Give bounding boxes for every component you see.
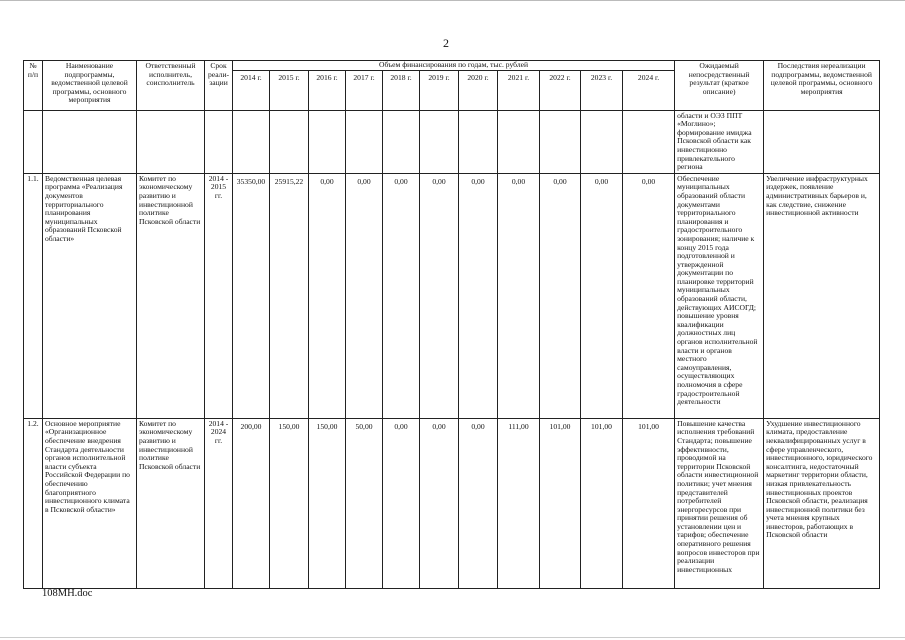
row-value: 0,00 <box>498 173 540 418</box>
row-value: 0,00 <box>420 173 459 418</box>
row-term: 2014 - 2015 гг. <box>205 173 233 418</box>
row-value: 0,00 <box>581 173 623 418</box>
row-value: 0,00 <box>623 173 675 418</box>
page-bottom-edge <box>0 637 905 638</box>
row-expected: Повышение качества исполнения требований Стандарта; повышение эффективности, проводимой на территории Псковской области инвестиционной политики; учет мнения представителей потребителей энергоресурсов при принятии решения об установлении цен и тарифов; обеспечение оперативного решения вопросов инвесторов при реализации инвестиционных <box>675 418 764 588</box>
row-number: 1.2. <box>24 418 43 588</box>
continuation-row <box>24 110 880 173</box>
program-table <box>23 60 880 589</box>
row-value: 0,00 <box>459 418 498 588</box>
row-value: 0,00 <box>420 418 459 588</box>
header-funding: Объем финансирования по годам, тыс. рублей <box>233 61 675 71</box>
row-value: 0,00 <box>383 418 420 588</box>
year-header: 2021 г. <box>498 70 540 110</box>
header-expected: Ожидаемый непосредственный результат (краткое описание) <box>675 61 764 111</box>
row-responsible: Комитет по экономическому развитию и инвестиционной политике Псковской области <box>137 173 205 418</box>
header-num: № п/п <box>24 61 43 111</box>
row-value: 101,00 <box>623 418 675 588</box>
row-term: 2014 - 2024 гг. <box>205 418 233 588</box>
row-value: 101,00 <box>540 418 581 588</box>
row-value: 111,00 <box>498 418 540 588</box>
year-header: 2014 г. <box>233 70 270 110</box>
year-header: 2019 г. <box>420 70 459 110</box>
row-value: 101,00 <box>581 418 623 588</box>
row-value: 0,00 <box>346 173 383 418</box>
row-expected: Обеспечение муниципальных образований области документами территориального планирования и градостроительного зонирования; наличие к концу 2015 года подготовленной и утвержденной документации по планировке территорий муниципальных образований области, действующих АИСОГД; повышение уровня квалификации должностных лиц органов исполнительной власти и органов местного самоуправления, осуществляющих полномочия в сфере градостроительной деятельности <box>675 173 764 418</box>
year-header: 2022 г. <box>540 70 581 110</box>
year-header: 2020 г. <box>459 70 498 110</box>
table-row <box>24 173 880 418</box>
row-value: 150,00 <box>309 418 346 588</box>
row-value: 0,00 <box>540 173 581 418</box>
year-header: 2017 г. <box>346 70 383 110</box>
row-name: Основное мероприятие «Организационное обеспечение внедрения Стандарта деятельности органов исполнительной власти субъекта Российской Федерации по обеспечению благоприятного инвестиционного климата в Псковской области» <box>43 418 137 588</box>
header-responsible: Ответственный исполнитель, соисполнитель <box>137 61 205 111</box>
table-row <box>24 418 880 588</box>
row-responsible: Комитет по экономическому развитию и инвестиционной политике Псковской области <box>137 418 205 588</box>
page-top-edge <box>0 0 905 1</box>
row-value: 0,00 <box>459 173 498 418</box>
year-header: 2015 г. <box>270 70 309 110</box>
row-value: 0,00 <box>383 173 420 418</box>
row-value: 35350,00 <box>233 173 270 418</box>
row-name: Ведомственная целевая программа «Реализация документов территориального планирования муниципальных образований Псковской области» <box>43 173 137 418</box>
header-row-top <box>24 61 880 71</box>
row-value: 25915,22 <box>270 173 309 418</box>
header-term: Срок реали-зации <box>205 61 233 111</box>
year-header: 2024 г. <box>623 70 675 110</box>
header-consequences: Последствия нереализации подпрограммы, ведомственной целевой программы, основного мероприятия <box>764 61 880 111</box>
row-value: 150,00 <box>270 418 309 588</box>
row-value: 50,00 <box>346 418 383 588</box>
header-name: Наименование подпрограммы, ведомственной целевой программы, основного мероприятия <box>43 61 137 111</box>
row-consequences: Ухудшение инвестиционного климата, предоставление неквалифицированных услуг в сфере управленческого, инвестиционного, юридического консалтинга, недостаточный маркетинг территории области, низкая привлекательность инвестиционных проектов Псковской области, реализация инвестиционной политики без учета мнения крупных инвесторов, работающих в Псковской области <box>764 418 880 588</box>
continuation-expected: области и ОЭЗ ППТ «Моглино»; формирование имиджа Псковской области как инвестиционно привлекательного региона <box>675 110 764 173</box>
row-value: 0,00 <box>309 173 346 418</box>
row-value: 200,00 <box>233 418 270 588</box>
year-header: 2023 г. <box>581 70 623 110</box>
year-header: 2018 г. <box>383 70 420 110</box>
row-consequences: Увеличение инфраструктурных издержек, появление административных барьеров и, как следствие, снижение инвестиционной активности <box>764 173 880 418</box>
row-number: 1.1. <box>24 173 43 418</box>
file-name: 108МН.doc <box>42 588 93 599</box>
page-number: 2 <box>443 36 449 50</box>
year-header: 2016 г. <box>309 70 346 110</box>
